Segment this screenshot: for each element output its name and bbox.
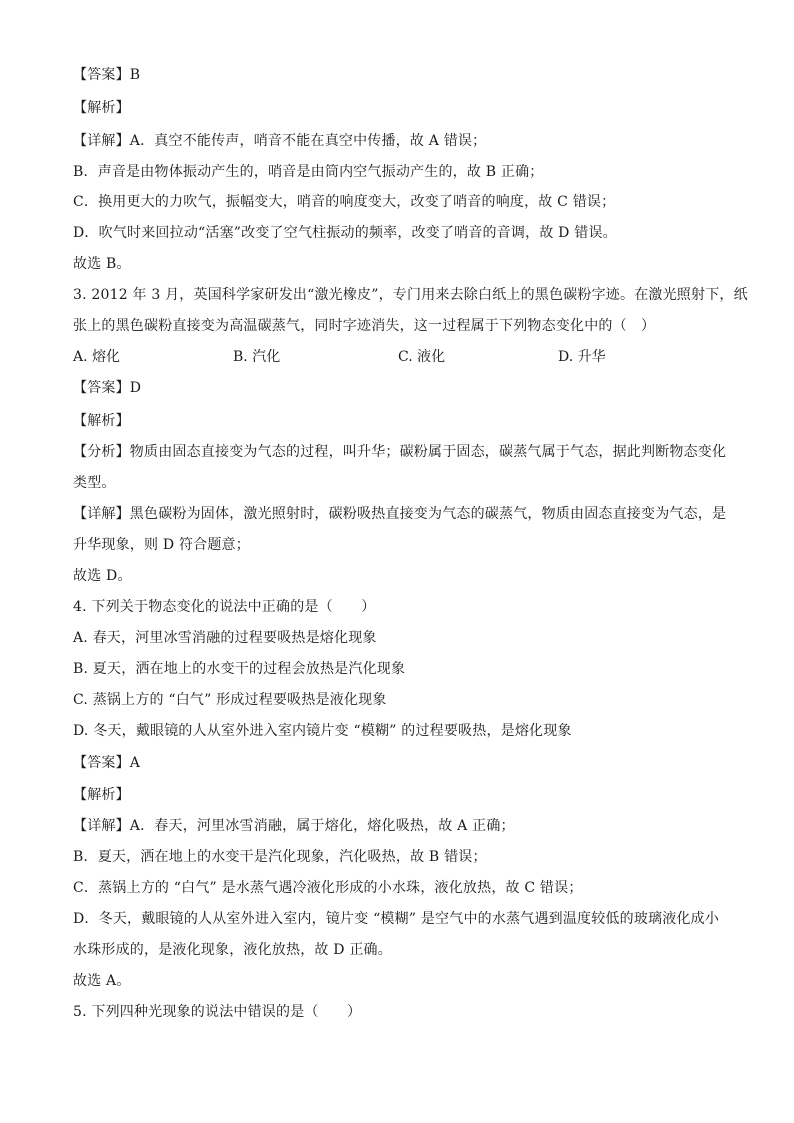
detail-line: C．换用更大的力吹气，振幅变大，哨音的响度变大，改变了哨音的响度，故 C 错误； xyxy=(73,194,616,210)
question-5-text: 5. 下列四种光现象的说法中错误的是（ ） xyxy=(73,1004,362,1020)
analysis-line: 类型。 xyxy=(73,475,116,491)
q3-option-a: A. 熔化 xyxy=(73,349,121,365)
q3-option-c: C. 液化 xyxy=(398,349,446,365)
answer-label-q2: 【答案】B xyxy=(73,67,141,83)
q3-option-d: D. 升华 xyxy=(558,349,606,365)
question-3-text: 张上的黑色碳粉直接变为高温碳蒸气，同时字迹消失，这一过程属于下列物态变化中的（ ） xyxy=(73,318,656,334)
detail-line: 【详解】A．春天，河里冰雪消融，属于熔化，熔化吸热，故 A 正确； xyxy=(73,818,515,834)
question-4-text: 4. 下列关于物态变化的说法中正确的是（ ） xyxy=(73,599,376,615)
q4-option-b: B. 夏天，洒在地上的水变干的过程会放热是汽化现象 xyxy=(73,661,406,677)
detail-line: 升华现象，则 D 符合题意； xyxy=(73,537,250,553)
q4-option-d: D. 冬天，戴眼镜的人从室外进入室内镜片变 “模糊” 的过程要吸热，是熔化现象 xyxy=(73,723,572,739)
question-3-text: 3. 2012 年 3 月，英国科学家研发出“激光橡皮”，专门用来去除白纸上的黑色碳粉字迹。在激光照射下，纸 xyxy=(73,287,748,303)
conclusion-line: 故选 D。 xyxy=(73,568,132,584)
analysis-label-q2: 【解析】 xyxy=(73,100,130,116)
analysis-label-q3: 【解析】 xyxy=(73,413,130,429)
q4-option-a: A. 春天，河里冰雪消融的过程要吸热是熔化现象 xyxy=(73,630,377,646)
detail-line: 【详解】A．真空不能传声，哨音不能在真空中传播，故 A 错误； xyxy=(73,133,487,149)
analysis-label-q4: 【解析】 xyxy=(73,787,130,803)
detail-line: D．冬天，戴眼镜的人从室外进入室内，镜片变 “模糊” 是空气中的水蒸气遇到温度较低的玻璃液化成小 xyxy=(73,911,720,927)
q3-option-b: B. 汽化 xyxy=(233,349,281,365)
detail-line: 水珠形成的，是液化现象，液化放热，故 D 正确。 xyxy=(73,942,392,958)
analysis-line: 【分析】物质由固态直接变为气态的过程，叫升华；碳粉属于固态，碳蒸气属于气态，据此判断物态变化 xyxy=(73,444,727,460)
detail-line: B．夏天，洒在地上的水变干是汽化现象，汽化吸热，故 B 错误； xyxy=(73,849,487,865)
detail-line: 【详解】黑色碳粉为固体，激光照射时，碳粉吸热直接变为气态的碳蒸气，物质由固态直接变为气态，是 xyxy=(73,506,727,522)
conclusion-line: 故选 B。 xyxy=(73,256,131,272)
detail-line: D．吹气时来回拉动“活塞”改变了空气柱振动的频率，改变了哨音的音调，故 D 错误。 xyxy=(73,225,617,241)
answer-label-q4: 【答案】A xyxy=(73,755,141,771)
detail-line: C．蒸锅上方的 “白气” 是水蒸气遇冷液化形成的小水珠，液化放热，故 C 错误； xyxy=(73,880,583,896)
conclusion-line: 故选 A。 xyxy=(73,973,131,989)
answer-label-q3: 【答案】D xyxy=(73,380,142,396)
detail-line: B．声音是由物体振动产生的，哨音是由筒内空气振动产生的，故 B 正确； xyxy=(73,164,544,180)
q4-option-c: C. 蒸锅上方的 “白气” 形成过程要吸热是液化现象 xyxy=(73,692,387,708)
